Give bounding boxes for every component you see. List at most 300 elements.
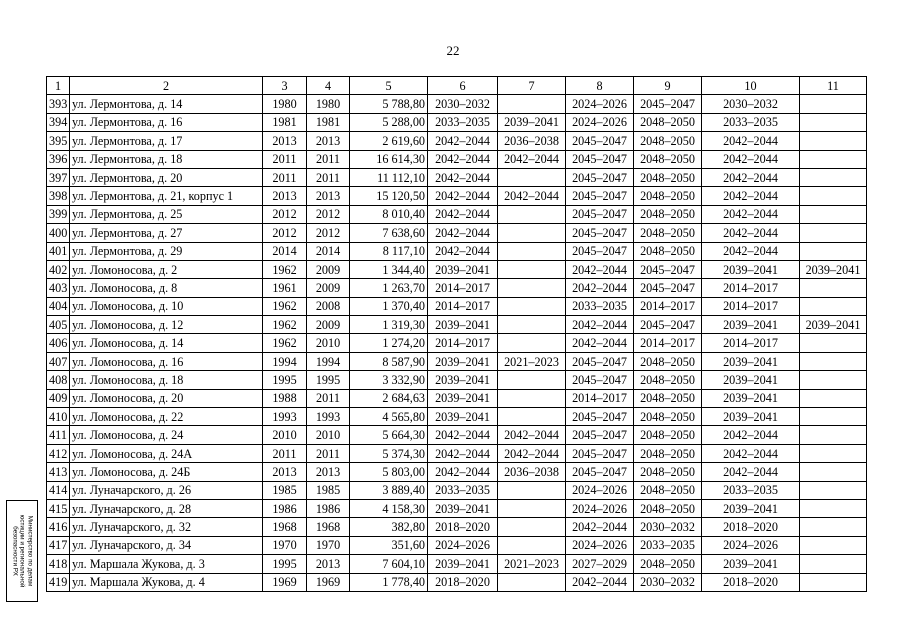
cell-year-commissioned: 1981 — [307, 113, 350, 131]
cell-col-9-period: 2045–2047 — [634, 260, 702, 278]
cell-col-6-period: 2042–2044 — [428, 463, 498, 481]
cell-col-7-period — [498, 408, 566, 426]
cell-col-7-period — [498, 371, 566, 389]
cell-address: ул. Лермонтова, д. 16 — [70, 113, 263, 131]
cell-col-6-period: 2039–2041 — [428, 371, 498, 389]
cell-address: ул. Маршала Жукова, д. 4 — [70, 573, 263, 591]
cell-col-6-period: 2039–2041 — [428, 316, 498, 334]
cell-col-10-period: 2042–2044 — [702, 187, 800, 205]
cell-col-10-period: 2042–2044 — [702, 168, 800, 186]
cell-row-number: 411 — [47, 426, 70, 444]
table-row — [47, 426, 867, 444]
column-header-7: 7 — [498, 77, 566, 95]
cell-area: 3 332,90 — [350, 371, 428, 389]
cell-address: ул. Ломоносова, д. 14 — [70, 334, 263, 352]
cell-col-6-period: 2039–2041 — [428, 389, 498, 407]
cell-col-9-period: 2048–2050 — [634, 426, 702, 444]
cell-col-10-period: 2018–2020 — [702, 573, 800, 591]
cell-col-10-period: 2024–2026 — [702, 536, 800, 554]
cell-col-9-period: 2048–2050 — [634, 481, 702, 499]
table-row — [47, 573, 867, 591]
cell-col-6-period: 2018–2020 — [428, 518, 498, 536]
cell-year-commissioned: 2009 — [307, 279, 350, 297]
cell-col-7-period: 2039–2041 — [498, 113, 566, 131]
cell-col-8-period: 2042–2044 — [566, 279, 634, 297]
cell-col-10-period: 2039–2041 — [702, 371, 800, 389]
cell-year-built: 2013 — [263, 463, 307, 481]
cell-col-8-period: 2045–2047 — [566, 463, 634, 481]
cell-year-commissioned: 1994 — [307, 352, 350, 370]
cell-area: 351,60 — [350, 536, 428, 554]
cell-col-11-period — [800, 463, 867, 481]
cell-row-number: 409 — [47, 389, 70, 407]
cell-col-10-period: 2042–2044 — [702, 426, 800, 444]
cell-col-11-period — [800, 408, 867, 426]
cell-year-built: 1993 — [263, 408, 307, 426]
cell-year-commissioned: 2008 — [307, 297, 350, 315]
table-row — [47, 168, 867, 186]
cell-col-11-period — [800, 389, 867, 407]
cell-row-number: 410 — [47, 408, 70, 426]
cell-col-9-period: 2048–2050 — [634, 555, 702, 573]
cell-area: 5 288,00 — [350, 113, 428, 131]
table-row — [47, 132, 867, 150]
column-header-9: 9 — [634, 77, 702, 95]
cell-year-commissioned: 2011 — [307, 168, 350, 186]
cell-col-11-period — [800, 150, 867, 168]
cell-row-number: 414 — [47, 481, 70, 499]
cell-col-8-period: 2042–2044 — [566, 316, 634, 334]
cell-col-10-period: 2042–2044 — [702, 150, 800, 168]
table-row — [47, 536, 867, 554]
cell-col-9-period: 2048–2050 — [634, 463, 702, 481]
cell-col-8-period: 2042–2044 — [566, 334, 634, 352]
registration-stamp — [6, 500, 38, 602]
cell-col-9-period: 2048–2050 — [634, 499, 702, 517]
cell-col-8-period: 2024–2026 — [566, 113, 634, 131]
cell-row-number: 398 — [47, 187, 70, 205]
cell-year-commissioned: 1986 — [307, 499, 350, 517]
cell-col-7-period: 2036–2038 — [498, 463, 566, 481]
column-header-1: 1 — [47, 77, 70, 95]
cell-address: ул. Ломоносова, д. 16 — [70, 352, 263, 370]
stamp-line: безопасности РХ — [11, 526, 19, 576]
cell-year-commissioned: 1969 — [307, 573, 350, 591]
cell-row-number: 419 — [47, 573, 70, 591]
cell-row-number: 413 — [47, 463, 70, 481]
cell-col-7-period — [498, 168, 566, 186]
cell-row-number: 400 — [47, 224, 70, 242]
table-row — [47, 555, 867, 573]
cell-year-built: 1962 — [263, 334, 307, 352]
cell-col-8-period: 2045–2047 — [566, 408, 634, 426]
cell-year-built: 2011 — [263, 150, 307, 168]
cell-address: ул. Ломоносова, д. 24 — [70, 426, 263, 444]
table-row — [47, 224, 867, 242]
cell-area: 1 344,40 — [350, 260, 428, 278]
cell-col-9-period: 2048–2050 — [634, 168, 702, 186]
cell-col-8-period: 2045–2047 — [566, 132, 634, 150]
cell-col-9-period: 2014–2017 — [634, 334, 702, 352]
cell-col-10-period: 2018–2020 — [702, 518, 800, 536]
table-row — [47, 371, 867, 389]
page-number: 22 — [446, 43, 460, 58]
cell-col-10-period: 2042–2044 — [702, 242, 800, 260]
cell-year-commissioned: 1985 — [307, 481, 350, 499]
cell-area: 5 803,00 — [350, 463, 428, 481]
cell-col-8-period: 2045–2047 — [566, 187, 634, 205]
cell-area: 7 604,10 — [350, 555, 428, 573]
column-header-8: 8 — [566, 77, 634, 95]
cell-area: 7 638,60 — [350, 224, 428, 242]
cell-year-commissioned: 2013 — [307, 555, 350, 573]
cell-col-8-period: 2024–2026 — [566, 481, 634, 499]
cell-col-8-period: 2042–2044 — [566, 260, 634, 278]
stamp-line: Министерство по делам — [26, 515, 34, 587]
table-row — [47, 352, 867, 370]
cell-col-10-period: 2042–2044 — [702, 463, 800, 481]
cell-row-number: 394 — [47, 113, 70, 131]
cell-col-11-period — [800, 242, 867, 260]
cell-col-9-period: 2048–2050 — [634, 205, 702, 223]
table-body — [47, 95, 867, 592]
cell-area: 8 587,90 — [350, 352, 428, 370]
table-row — [47, 150, 867, 168]
column-header-6: 6 — [428, 77, 498, 95]
cell-col-7-period — [498, 573, 566, 591]
cell-year-built: 2013 — [263, 132, 307, 150]
cell-year-built: 1962 — [263, 316, 307, 334]
cell-col-8-period: 2042–2044 — [566, 573, 634, 591]
cell-col-8-period: 2045–2047 — [566, 371, 634, 389]
cell-area: 4 158,30 — [350, 499, 428, 517]
cell-row-number: 412 — [47, 444, 70, 462]
cell-col-8-period: 2045–2047 — [566, 168, 634, 186]
table-row — [47, 95, 867, 113]
cell-address: ул. Лермонтова, д. 17 — [70, 132, 263, 150]
cell-col-6-period: 2042–2044 — [428, 444, 498, 462]
cell-col-10-period: 2042–2044 — [702, 224, 800, 242]
cell-year-commissioned: 1980 — [307, 95, 350, 113]
cell-year-commissioned: 2013 — [307, 132, 350, 150]
cell-col-10-period: 2039–2041 — [702, 499, 800, 517]
cell-area: 5 788,80 — [350, 95, 428, 113]
cell-col-10-period: 2042–2044 — [702, 132, 800, 150]
cell-year-commissioned: 2010 — [307, 334, 350, 352]
cell-col-11-period — [800, 334, 867, 352]
cell-year-built: 2011 — [263, 168, 307, 186]
cell-year-commissioned: 2009 — [307, 260, 350, 278]
cell-year-commissioned: 2013 — [307, 463, 350, 481]
cell-col-6-period: 2033–2035 — [428, 481, 498, 499]
cell-col-9-period: 2045–2047 — [634, 316, 702, 334]
cell-address: ул. Лермонтова, д. 18 — [70, 150, 263, 168]
cell-year-commissioned: 2011 — [307, 150, 350, 168]
cell-col-7-period — [498, 389, 566, 407]
cell-col-9-period: 2048–2050 — [634, 371, 702, 389]
cell-year-built: 2014 — [263, 242, 307, 260]
cell-address: ул. Ломоносова, д. 12 — [70, 316, 263, 334]
cell-row-number: 415 — [47, 499, 70, 517]
cell-col-11-period: 2039–2041 — [800, 260, 867, 278]
table-row — [47, 389, 867, 407]
cell-area: 8 010,40 — [350, 205, 428, 223]
cell-col-9-period: 2030–2032 — [634, 573, 702, 591]
cell-col-6-period: 2042–2044 — [428, 205, 498, 223]
cell-col-9-period: 2048–2050 — [634, 408, 702, 426]
cell-col-7-period: 2042–2044 — [498, 426, 566, 444]
cell-col-6-period: 2039–2041 — [428, 352, 498, 370]
cell-address: ул. Лермонтова, д. 20 — [70, 168, 263, 186]
cell-col-8-period: 2042–2044 — [566, 518, 634, 536]
cell-area: 1 319,30 — [350, 316, 428, 334]
cell-area: 3 889,40 — [350, 481, 428, 499]
cell-area: 1 263,70 — [350, 279, 428, 297]
cell-col-10-period: 2042–2044 — [702, 444, 800, 462]
cell-year-commissioned: 1995 — [307, 371, 350, 389]
cell-col-8-period: 2014–2017 — [566, 389, 634, 407]
cell-row-number: 404 — [47, 297, 70, 315]
cell-col-9-period: 2048–2050 — [634, 352, 702, 370]
cell-col-8-period: 2045–2047 — [566, 224, 634, 242]
cell-year-built: 2012 — [263, 205, 307, 223]
cell-year-built: 1968 — [263, 518, 307, 536]
cell-year-built: 2010 — [263, 426, 307, 444]
cell-col-9-period: 2048–2050 — [634, 132, 702, 150]
cell-year-built: 1962 — [263, 260, 307, 278]
housing-register-table — [46, 76, 867, 592]
cell-col-11-period — [800, 95, 867, 113]
cell-col-9-period: 2048–2050 — [634, 224, 702, 242]
cell-year-commissioned: 2010 — [307, 426, 350, 444]
cell-address: ул. Лермонтова, д. 21, корпус 1 — [70, 187, 263, 205]
cell-col-11-period — [800, 573, 867, 591]
cell-col-8-period: 2033–2035 — [566, 297, 634, 315]
cell-year-commissioned: 2014 — [307, 242, 350, 260]
cell-col-6-period: 2014–2017 — [428, 279, 498, 297]
cell-col-10-period: 2033–2035 — [702, 481, 800, 499]
stamp-text — [11, 502, 34, 600]
cell-address: ул. Лермонтова, д. 27 — [70, 224, 263, 242]
cell-col-8-period: 2045–2047 — [566, 242, 634, 260]
cell-col-6-period: 2042–2044 — [428, 132, 498, 150]
cell-col-6-period: 2024–2026 — [428, 536, 498, 554]
table-row — [47, 444, 867, 462]
cell-col-10-period: 2039–2041 — [702, 316, 800, 334]
cell-col-7-period — [498, 95, 566, 113]
cell-col-9-period: 2030–2032 — [634, 518, 702, 536]
cell-year-built: 1995 — [263, 371, 307, 389]
cell-col-7-period — [498, 518, 566, 536]
cell-address: ул. Луначарского, д. 34 — [70, 536, 263, 554]
cell-col-6-period: 2039–2041 — [428, 408, 498, 426]
cell-col-7-period: 2036–2038 — [498, 132, 566, 150]
cell-area: 1 274,20 — [350, 334, 428, 352]
cell-year-built: 1970 — [263, 536, 307, 554]
cell-address: ул. Лермонтова, д. 14 — [70, 95, 263, 113]
cell-col-6-period: 2042–2044 — [428, 187, 498, 205]
cell-col-7-period — [498, 536, 566, 554]
cell-col-9-period: 2048–2050 — [634, 113, 702, 131]
table-row — [47, 316, 867, 334]
cell-col-7-period — [498, 205, 566, 223]
cell-year-built: 1961 — [263, 279, 307, 297]
cell-address: ул. Ломоносова, д. 22 — [70, 408, 263, 426]
cell-row-number: 402 — [47, 260, 70, 278]
cell-col-7-period — [498, 260, 566, 278]
cell-col-8-period: 2024–2026 — [566, 95, 634, 113]
cell-area: 4 565,80 — [350, 408, 428, 426]
cell-row-number: 418 — [47, 555, 70, 573]
cell-col-10-period: 2039–2041 — [702, 408, 800, 426]
cell-address: ул. Луначарского, д. 26 — [70, 481, 263, 499]
cell-col-6-period: 2042–2044 — [428, 168, 498, 186]
cell-year-built: 1985 — [263, 481, 307, 499]
cell-col-8-period: 2024–2026 — [566, 499, 634, 517]
table-row — [47, 279, 867, 297]
cell-year-commissioned: 2011 — [307, 389, 350, 407]
cell-address: ул. Ломоносова, д. 18 — [70, 371, 263, 389]
column-header-10: 10 — [702, 77, 800, 95]
cell-col-10-period: 2030–2032 — [702, 95, 800, 113]
cell-col-7-period — [498, 481, 566, 499]
cell-col-6-period: 2039–2041 — [428, 499, 498, 517]
cell-col-7-period: 2021–2023 — [498, 352, 566, 370]
cell-col-9-period: 2014–2017 — [634, 297, 702, 315]
cell-year-commissioned: 2013 — [307, 187, 350, 205]
cell-col-11-period — [800, 113, 867, 131]
cell-row-number: 396 — [47, 150, 70, 168]
table-row — [47, 499, 867, 517]
table-row — [47, 113, 867, 131]
cell-row-number: 395 — [47, 132, 70, 150]
cell-col-6-period: 2042–2044 — [428, 242, 498, 260]
cell-year-built: 2013 — [263, 187, 307, 205]
cell-col-10-period: 2039–2041 — [702, 555, 800, 573]
column-header-3: 3 — [263, 77, 307, 95]
cell-col-8-period: 2027–2029 — [566, 555, 634, 573]
cell-col-11-period — [800, 518, 867, 536]
cell-year-built: 1981 — [263, 113, 307, 131]
cell-col-11-period — [800, 297, 867, 315]
cell-row-number: 393 — [47, 95, 70, 113]
table-row — [47, 408, 867, 426]
cell-col-9-period: 2048–2050 — [634, 187, 702, 205]
cell-col-9-period: 2048–2050 — [634, 150, 702, 168]
cell-col-9-period: 2045–2047 — [634, 95, 702, 113]
cell-area: 2 619,60 — [350, 132, 428, 150]
table-row — [47, 334, 867, 352]
cell-year-built: 1988 — [263, 389, 307, 407]
cell-col-11-period — [800, 426, 867, 444]
column-header-2: 2 — [70, 77, 263, 95]
cell-year-commissioned: 2009 — [307, 316, 350, 334]
cell-col-9-period: 2033–2035 — [634, 536, 702, 554]
cell-year-built: 2011 — [263, 444, 307, 462]
stamp-line: юстиции и региональной — [18, 514, 26, 588]
cell-row-number: 407 — [47, 352, 70, 370]
table-row — [47, 260, 867, 278]
cell-col-7-period — [498, 316, 566, 334]
cell-col-11-period — [800, 481, 867, 499]
header-row — [47, 77, 867, 95]
cell-col-11-period — [800, 536, 867, 554]
cell-year-commissioned: 2012 — [307, 205, 350, 223]
cell-col-11-period — [800, 555, 867, 573]
cell-address: ул. Ломоносова, д. 2 — [70, 260, 263, 278]
cell-address: ул. Маршала Жукова, д. 3 — [70, 555, 263, 573]
table-row — [47, 463, 867, 481]
cell-area: 16 614,30 — [350, 150, 428, 168]
cell-year-built: 1986 — [263, 499, 307, 517]
cell-col-8-period: 2045–2047 — [566, 352, 634, 370]
table-row — [47, 205, 867, 223]
cell-address: ул. Ломоносова, д. 24А — [70, 444, 263, 462]
cell-row-number: 401 — [47, 242, 70, 260]
cell-row-number: 408 — [47, 371, 70, 389]
cell-col-11-period — [800, 205, 867, 223]
cell-col-9-period: 2048–2050 — [634, 444, 702, 462]
cell-address: ул. Ломоносова, д. 20 — [70, 389, 263, 407]
cell-col-8-period: 2045–2047 — [566, 205, 634, 223]
cell-col-7-period — [498, 297, 566, 315]
cell-year-built: 1962 — [263, 297, 307, 315]
column-header-4: 4 — [307, 77, 350, 95]
cell-col-11-period — [800, 444, 867, 462]
cell-col-9-period: 2045–2047 — [634, 279, 702, 297]
cell-col-10-period: 2014–2017 — [702, 297, 800, 315]
cell-address: ул. Луначарского, д. 32 — [70, 518, 263, 536]
table-row — [47, 518, 867, 536]
cell-col-6-period: 2030–2032 — [428, 95, 498, 113]
cell-col-7-period: 2042–2044 — [498, 187, 566, 205]
cell-year-built: 1994 — [263, 352, 307, 370]
cell-col-8-period: 2045–2047 — [566, 426, 634, 444]
cell-area: 5 374,30 — [350, 444, 428, 462]
cell-address: ул. Лермонтова, д. 29 — [70, 242, 263, 260]
cell-row-number: 417 — [47, 536, 70, 554]
cell-col-7-period — [498, 334, 566, 352]
cell-col-7-period — [498, 499, 566, 517]
cell-col-6-period: 2042–2044 — [428, 426, 498, 444]
cell-area: 11 112,10 — [350, 168, 428, 186]
cell-year-commissioned: 1970 — [307, 536, 350, 554]
cell-area: 382,80 — [350, 518, 428, 536]
cell-col-10-period: 2039–2041 — [702, 389, 800, 407]
table-row — [47, 242, 867, 260]
cell-col-9-period: 2048–2050 — [634, 242, 702, 260]
cell-col-7-period — [498, 279, 566, 297]
cell-col-11-period — [800, 499, 867, 517]
cell-area: 8 117,10 — [350, 242, 428, 260]
cell-col-7-period: 2042–2044 — [498, 150, 566, 168]
column-header-5: 5 — [350, 77, 428, 95]
column-header-11: 11 — [800, 77, 867, 95]
cell-address: ул. Ломоносова, д. 24Б — [70, 463, 263, 481]
cell-year-built: 1980 — [263, 95, 307, 113]
cell-row-number: 397 — [47, 168, 70, 186]
cell-address: ул. Луначарского, д. 28 — [70, 499, 263, 517]
table-row — [47, 481, 867, 499]
cell-col-7-period — [498, 242, 566, 260]
cell-row-number: 403 — [47, 279, 70, 297]
cell-col-10-period: 2039–2041 — [702, 352, 800, 370]
cell-year-commissioned: 2012 — [307, 224, 350, 242]
cell-col-6-period: 2014–2017 — [428, 297, 498, 315]
cell-area: 15 120,50 — [350, 187, 428, 205]
cell-area: 1 370,40 — [350, 297, 428, 315]
cell-area: 5 664,30 — [350, 426, 428, 444]
